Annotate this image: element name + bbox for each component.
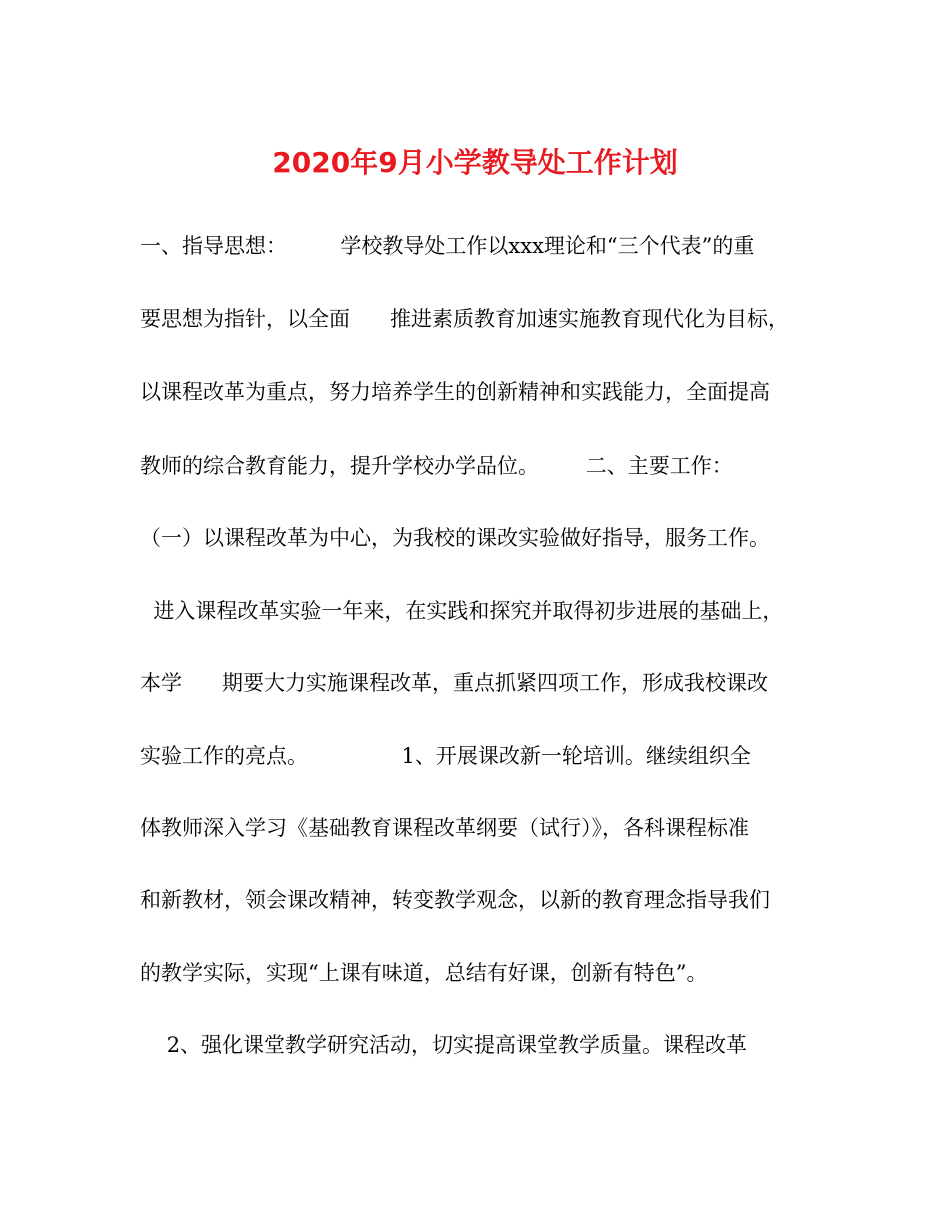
body-line: 实验工作的亮点。 1、开展课改新一轮培训。继续组织全	[140, 744, 751, 768]
document-title: 2020年9月小学教导处工作计划	[272, 146, 678, 179]
body-line: 体教师深入学习《基础教育课程改革纲要（试行）》，各科课程标准	[140, 816, 749, 840]
body-line: 2、强化课堂教学研究活动，切实提高课堂教学质量。课程改革	[140, 1033, 748, 1057]
body-line: 本学 期要大力实施课程改革，重点抓紧四项工作，形成我校课改	[140, 671, 769, 695]
body-line: 以课程改革为重点，努力培养学生的创新精神和实践能力，全面提高	[140, 380, 770, 404]
body-line: 进入课程改革实验一年来，在实践和探究并取得初步进展的基础上，	[140, 599, 784, 623]
body-line: 和新教材，领会课改精神，转变教学观念，以新的教育理念指导我们	[140, 888, 770, 912]
body-line: 一、指导思想： 学校教导处工作以xxx理论和“三个代表”的重	[140, 234, 755, 258]
body-line: 要思想为指针，以全面 推进素质教育加速实施教育现代化为目标，	[140, 307, 790, 331]
body-line: 教师的综合教育能力，提升学校办学品位。 二、主要工作：	[140, 454, 733, 478]
body-line: （一）以课程改革为中心，为我校的课改实验做好指导，服务工作。	[140, 526, 770, 550]
body-line: 的教学实际，实现“上课有味道，总结有好课，创新有特色”。	[140, 961, 708, 985]
